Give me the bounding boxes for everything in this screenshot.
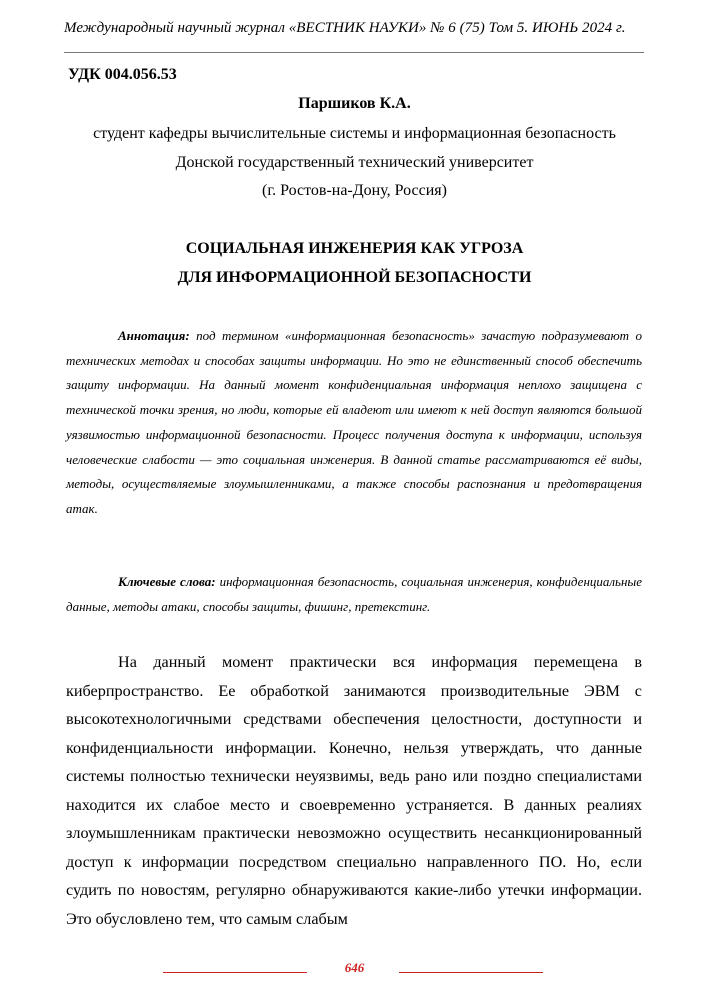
abstract-text: под термином «информационная безопасность» зачастую подразумевают о технических методах и способах защиты информации. Но это не единственный способ обеспечить защиту информации. На данный момент конфиденциальная информация неплохо защищена с технической точки зрения, но люди, которые ей владеют или имеют к ней доступ являются большой уязвимостью информационной безопасности. Процесс получения доступа к информации, используя человеческие слабости — это социальная инженерия. В данной статье рассматриваются её виды, методы, осуществляемые злоумышленниками, а также способы распознания и предотвращения атак. [66,328,642,516]
journal-header: Международный научный журнал «ВЕСТНИК НАУКИ» № 6 (75) Том 5. ИЮНЬ 2024 г. [64,20,626,36]
article-title-line-1: СОЦИАЛЬНАЯ ИНЖЕНЕРИЯ КАК УГРОЗА [185,240,524,257]
abstract [66,324,642,522]
body-paragraph: На данный момент практически вся информация перемещена в киберпространство. Ее обработкой занимаются производительные ЭВМ с высокотехнологичными средствами обеспечения целостности, доступности и конфиденциальности информации. Конечно, нельзя утверждать, что данные системы полностью технически неуязвимы, ведь рано или поздно специалистами находится их слабое место и своевременно устраняется. В данных реалиях злоумышленникам практически невозможно осуществить несанкционированный доступ к информации посредством специально направленного ПО. Но, если судить по новостям, регулярно обнаруживаются какие-либо утечки информации. Это обусловлено тем, что самым слабым [66,653,642,928]
author-affiliation-city: (г. Ростов-на-Дону, Россия) [262,182,447,199]
page-number: 646 [344,960,365,975]
author-name: Паршиков К.А. [298,95,411,112]
udk-code: УДК 004.056.53 [68,66,177,83]
author-affiliation-department: студент кафедры вычислительные системы и информационная безопасность [93,125,616,142]
abstract-label: Аннотация: [118,328,190,343]
footer-line-right [399,972,543,973]
article-title-line-2: ДЛЯ ИНФОРМАЦИОННОЙ БЕЗОПАСНОСТИ [177,269,532,286]
header-divider [64,52,644,53]
author-affiliation-university: Донской государственный технический университет [175,154,534,171]
keywords-label: Ключевые слова: [118,574,216,589]
keywords-text: информационная безопасность, социальная инженерия, конфиденциальные данные, методы атаки, способы защиты, фишинг, претекстинг. [66,574,642,614]
keywords [66,570,642,619]
